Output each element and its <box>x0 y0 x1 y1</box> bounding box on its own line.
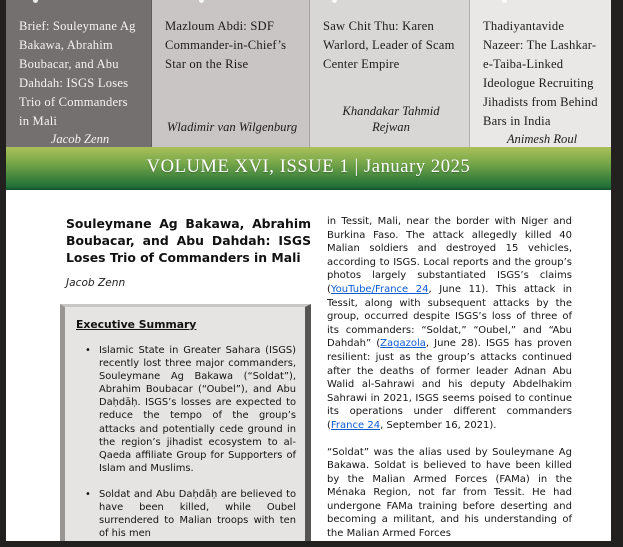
cropped-page-number-mark <box>33 0 38 3</box>
newsletter-page <box>6 0 611 541</box>
header-article-title: Brief: Souleymane Ag Bakawa, Abrahim Boubacar, and Abu Dahdah: ISGS Loses Trio of Commanders in Mali <box>19 19 136 128</box>
volume-issue-banner <box>6 147 611 190</box>
header-panel-thadiyantavide-nazeer <box>470 0 611 147</box>
header-article-author: Wladimir van Wilgenburg <box>166 120 298 134</box>
header-article-author: Khandakar Tahmid Rejwan <box>342 104 440 134</box>
header-panel-brief-isgs <box>6 0 152 147</box>
header-article-author: Animesh Roul <box>506 132 578 146</box>
body-text: “Soldat” was the alias used by Souleymane Ag Bakawa. Soldat is believed to have been killed by the Malian Armed Forces (FAMa) in the Ménaka Region, not far from Tessit. He had undergone FAMa training before deserting and becoming a militant, and his understanding of the Malian Armed Forces <box>327 446 572 540</box>
article-title: Souleymane Ag Bakawa, Abrahim Boubacar, and Abu Dahdah: ISGS Loses Trio of Commanders in Mali <box>66 216 311 265</box>
citation-link[interactable]: YouTube/France 24 <box>330 283 429 295</box>
citation-link[interactable]: Zagazola <box>380 338 426 350</box>
body-text: in Tessit, Mali, near the border with Niger and Burkina Faso. The attack allegedly killed 40 Malian soldiers and destroyed 15 vehicles, according to ISGS. Local reports and the group’s photos largely substantiated ISGS’s claims ( <box>327 216 572 295</box>
bullet-icon: • <box>85 488 91 500</box>
volume-issue-text: VOLUME XVI, ISSUE 1 | January 2025 <box>146 157 471 177</box>
right-column <box>327 215 572 541</box>
body-text: , June 11). This attack in Tessit, along with subsequent attacks by the group, occurred despite ISGS’s loss of three of its commanders: “Soldat,” “Oubel,” and “Abu Dahdah” ( <box>327 283 572 350</box>
executive-summary-heading: Executive Summary <box>76 318 197 331</box>
body-text: , June 28). ISGS has proven resilient: just as the group’s attacks continued after the deaths of former leader Adnan Abu Walid al-Sahrawi and his deputy Abdelhakim Sahrawi in 2021, ISGS seems poised to continue its operations under different commanders ( <box>327 338 572 431</box>
left-column <box>66 215 311 541</box>
header-article-title: Mazloum Abdi: SDF Commander-in-Chief’s Star on the Rise <box>165 19 287 71</box>
header-article-strip <box>6 0 611 147</box>
header-article-title: Thadiyantavide Nazeer: The Lashkar-e-Taiba-Linked Ideologue Recruiting Jihadists from Behind Bars in India <box>483 19 598 128</box>
header-article-author: Jacob Zenn <box>50 132 110 146</box>
bullet-text: Islamic State in Greater Sahara (ISGS) recently lost three major commanders, Souleymane Ag Bakawa (“Soldat”), Abrahim Boubacar (“Oubel”), and Abu Daḥdāḥ. ISGS’s losses are expected to reduce the tempo of the group’s attacks and potentially cede ground in the region’s jihadist ecosystem to al-Qaeda affiliate Group for Supporters of Islam and Muslims. <box>99 345 296 474</box>
header-panel-saw-chit-thu <box>310 0 470 147</box>
body-paragraph <box>327 446 572 541</box>
bullet-icon: • <box>85 345 91 356</box>
list-item <box>76 344 296 475</box>
body-paragraph <box>327 215 572 433</box>
executive-summary-box <box>60 304 311 541</box>
list-item <box>76 488 296 540</box>
cropped-page-number-mark <box>199 0 204 3</box>
article-body <box>6 190 611 541</box>
header-article-title: Saw Chit Thu: Karen Warlord, Leader of Scam Center Empire <box>323 19 455 71</box>
header-panel-mazloum-abdi <box>152 0 310 147</box>
bullet-text: Soldat and Abu Daḥdāḥ are believed to have been killed, while Oubel surrendered to Malian troops with ten of his men <box>99 488 296 540</box>
body-text: , September 16, 2021). <box>380 419 497 431</box>
cropped-page-number-mark <box>502 0 507 3</box>
article-author: Jacob Zenn <box>66 277 126 289</box>
cropped-page-number-mark <box>332 0 337 3</box>
citation-link[interactable]: France 24 <box>330 419 381 431</box>
executive-summary-bullets <box>76 344 296 540</box>
